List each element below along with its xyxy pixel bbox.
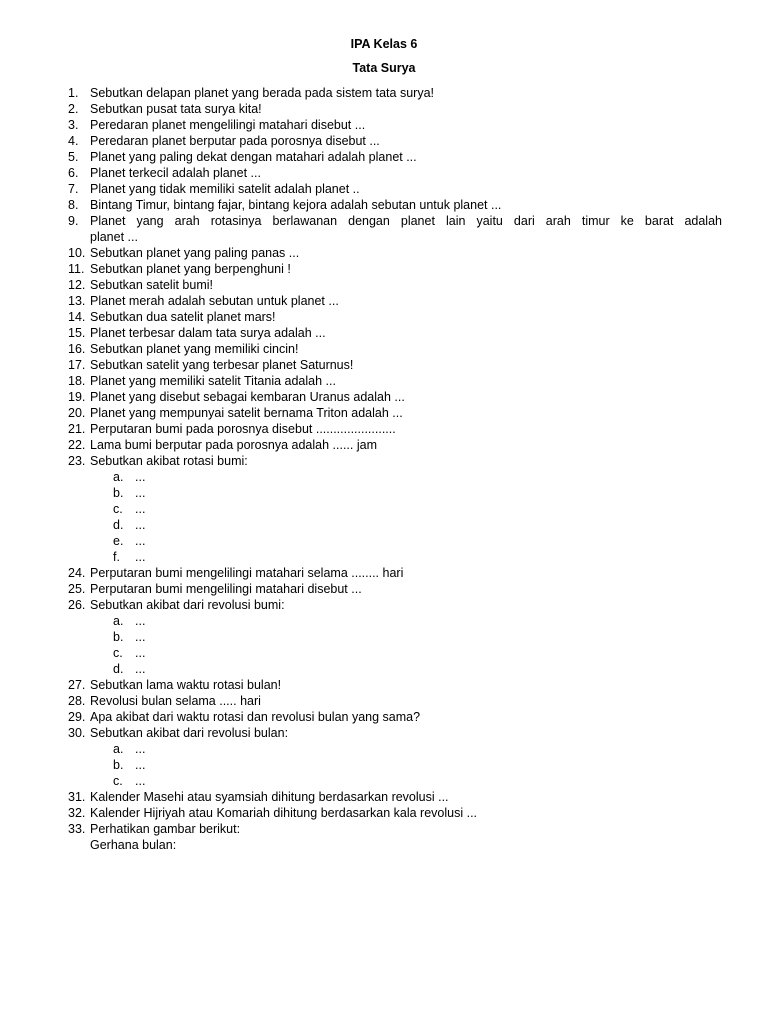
question-text: Planet merah adalah sebutan untuk planet ... — [90, 294, 339, 308]
question-text: Apa akibat dari waktu rotasi dan revolusi bulan yang sama? — [90, 710, 421, 724]
option-letter: d. — [113, 662, 124, 676]
question-text: Bintang Timur, bintang fajar, bintang kejora adalah sebutan untuk planet ... — [90, 198, 502, 212]
question-number: 23. — [68, 454, 86, 468]
question-text: Peredaran planet berputar pada porosnya disebut ... — [90, 134, 380, 148]
question-text: Planet yang tidak memiliki satelit adalah planet .. — [90, 182, 360, 196]
question-number: 30. — [68, 726, 86, 740]
answer-option — [68, 629, 722, 645]
question-item — [68, 117, 722, 133]
question-item — [68, 597, 722, 613]
question-text: Planet yang mempunyai satelit bernama Triton adalah ... — [90, 406, 403, 420]
question-number: 25. — [68, 582, 86, 596]
question-item — [68, 437, 722, 453]
question-number: 19. — [68, 390, 86, 404]
question-number: 17. — [68, 358, 86, 372]
question-number: 15. — [68, 326, 86, 340]
option-letter: b. — [113, 486, 124, 500]
question-number: 18. — [68, 374, 86, 388]
answer-option — [68, 485, 722, 501]
question-text: Peredaran planet mengelilingi matahari disebut ... — [90, 118, 366, 132]
question-item — [68, 149, 722, 165]
option-letter: a. — [113, 470, 124, 484]
question-text: Revolusi bulan selama ..... hari — [90, 694, 261, 708]
option-blank: ... — [135, 550, 146, 564]
question-text-continuation: planet ... — [90, 230, 138, 244]
document-subtitle: Tata Surya — [352, 61, 416, 75]
question-item — [68, 677, 722, 693]
question-item — [68, 101, 722, 117]
answer-option — [68, 661, 722, 677]
question-text: Sebutkan dua satelit planet mars! — [90, 310, 276, 324]
question-list — [68, 85, 722, 853]
answer-option — [68, 517, 722, 533]
question-text: Sebutkan planet yang paling panas ... — [90, 246, 300, 260]
question-item — [68, 565, 722, 581]
question-item — [68, 421, 722, 437]
option-letter: c. — [113, 502, 123, 516]
answer-option — [68, 613, 722, 629]
question-number: 10. — [68, 246, 86, 260]
question-number: 31. — [68, 790, 86, 804]
question-text: Planet yang arah rotasinya berlawanan dengan planet lain yaitu dari arah timur ke barat adalah — [90, 214, 722, 228]
option-blank: ... — [135, 774, 146, 788]
option-blank: ... — [135, 662, 146, 676]
question-text: Lama bumi berputar pada porosnya adalah ...... jam — [90, 438, 377, 452]
question-number: 4. — [68, 134, 79, 148]
question-number: 1. — [68, 86, 79, 100]
answer-option — [68, 469, 722, 485]
question-item — [68, 405, 722, 421]
question-text: Planet terbesar dalam tata surya adalah ... — [90, 326, 326, 340]
question-text: Perputaran bumi pada porosnya disebut ....................... — [90, 422, 396, 436]
question-number: 6. — [68, 166, 79, 180]
question-text: Sebutkan satelit bumi! — [90, 278, 213, 292]
question-number: 3. — [68, 118, 79, 132]
question-item — [68, 389, 722, 405]
question-item — [68, 709, 722, 725]
option-letter: b. — [113, 758, 124, 772]
document-title: IPA Kelas 6 — [350, 37, 418, 51]
question-text: Sebutkan akibat dari revolusi bulan: — [90, 726, 289, 740]
question-item — [68, 357, 722, 373]
question-text: Planet yang disebut sebagai kembaran Uranus adalah ... — [90, 390, 405, 404]
option-blank: ... — [135, 486, 146, 500]
question-item — [68, 261, 722, 277]
option-letter: d. — [113, 518, 124, 532]
question-item — [68, 165, 722, 181]
question-item — [68, 373, 722, 389]
option-blank: ... — [135, 614, 146, 628]
answer-option — [68, 549, 722, 565]
question-number: 8. — [68, 198, 79, 212]
question-text: Planet terkecil adalah planet ... — [90, 166, 261, 180]
question-number: 2. — [68, 102, 79, 116]
answer-option — [68, 757, 722, 773]
option-letter: b. — [113, 630, 124, 644]
question-text: Planet yang memiliki satelit Titania adalah ... — [90, 374, 336, 388]
question-item — [68, 325, 722, 341]
question-text: Sebutkan akibat dari revolusi bumi: — [90, 598, 285, 612]
question-text: Kalender Masehi atau syamsiah dihitung berdasarkan revolusi ... — [90, 790, 449, 804]
question-item — [68, 181, 722, 197]
question-item — [68, 725, 722, 741]
question-number: 11. — [68, 262, 85, 276]
question-number: 21. — [68, 422, 86, 436]
option-blank: ... — [135, 646, 146, 660]
question-text: Sebutkan satelit yang terbesar planet Saturnus! — [90, 358, 354, 372]
question-text: Sebutkan akibat rotasi bumi: — [90, 454, 248, 468]
question-item — [68, 213, 722, 229]
option-letter: c. — [113, 774, 123, 788]
option-blank: ... — [135, 742, 146, 756]
answer-option — [68, 741, 722, 757]
option-blank: ... — [135, 470, 146, 484]
option-blank: ... — [135, 534, 146, 548]
question-text: Sebutkan planet yang memiliki cincin! — [90, 342, 299, 356]
question-item — [68, 309, 722, 325]
option-letter: a. — [113, 614, 124, 628]
option-blank: ... — [135, 758, 146, 772]
question-item — [68, 245, 722, 261]
question-item — [68, 277, 722, 293]
option-blank: ... — [135, 518, 146, 532]
question-number: 28. — [68, 694, 86, 708]
question-number: 29. — [68, 710, 86, 724]
question-number: 5. — [68, 150, 79, 164]
question-text: Sebutkan delapan planet yang berada pada sistem tata surya! — [90, 86, 434, 100]
question-item — [68, 293, 722, 309]
question-text: Sebutkan pusat tata surya kita! — [90, 102, 262, 116]
question-item — [68, 133, 722, 149]
question-number: 16. — [68, 342, 86, 356]
option-letter: c. — [113, 646, 123, 660]
answer-option — [68, 645, 722, 661]
question-text: Kalender Hijriyah atau Komariah dihitung berdasarkan kala revolusi ... — [90, 806, 478, 820]
question-text: Perhatikan gambar berikut: — [90, 822, 241, 836]
question-item — [68, 453, 722, 469]
question-text: Perputaran bumi mengelilingi matahari disebut ... — [90, 582, 362, 596]
answer-option — [68, 773, 722, 789]
option-blank: ... — [135, 502, 146, 516]
question-number: 13. — [68, 294, 86, 308]
question-number: 32. — [68, 806, 86, 820]
answer-option — [68, 501, 722, 517]
answer-option — [68, 533, 722, 549]
question-number: 7. — [68, 182, 79, 196]
question-number: 24. — [68, 566, 86, 580]
question-text-continuation: Gerhana bulan: — [90, 838, 177, 852]
question-number: 14. — [68, 310, 86, 324]
question-text: Planet yang paling dekat dengan matahari adalah planet ... — [90, 150, 417, 164]
question-number: 26. — [68, 598, 86, 612]
question-number: 22. — [68, 438, 86, 452]
question-item — [68, 693, 722, 709]
option-blank: ... — [135, 630, 146, 644]
option-letter: e. — [113, 534, 124, 548]
question-item — [68, 821, 722, 837]
question-item — [68, 341, 722, 357]
question-text: Sebutkan planet yang berpenghuni ! — [90, 262, 291, 276]
question-item — [68, 85, 722, 101]
question-number: 33. — [68, 822, 86, 836]
question-number: 9. — [68, 214, 79, 228]
option-letter: f. — [113, 550, 120, 564]
question-number: 12. — [68, 278, 86, 292]
question-item — [68, 789, 722, 805]
question-number: 20. — [68, 406, 86, 420]
question-number: 27. — [68, 678, 86, 692]
question-item — [68, 581, 722, 597]
question-text: Perputaran bumi mengelilingi matahari selama ........ hari — [90, 566, 404, 580]
question-item — [68, 805, 722, 821]
question-text: Sebutkan lama waktu rotasi bulan! — [90, 678, 282, 692]
question-item — [68, 197, 722, 213]
option-letter: a. — [113, 742, 124, 756]
